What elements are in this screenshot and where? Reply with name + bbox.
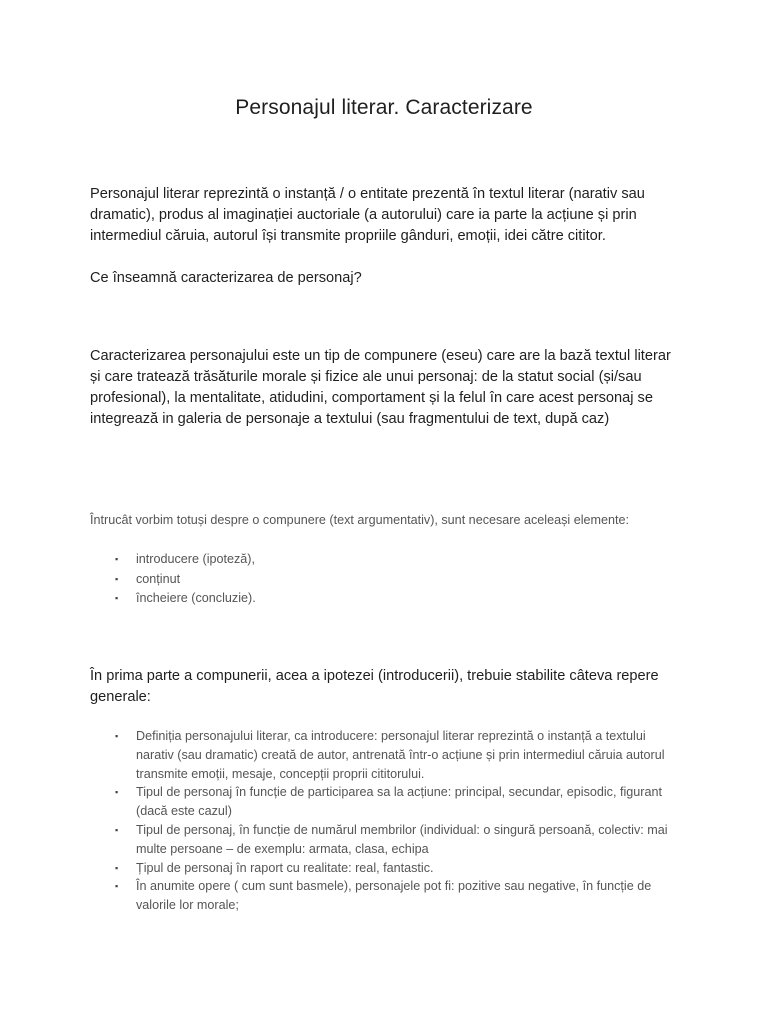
list-item-text: Țipul de personaj în raport cu realitate: real, fantastic. (136, 860, 434, 875)
list-item-text: încheiere (concluzie). (136, 591, 256, 605)
list-item-text: Definiția personajului literar, ca introducere: personajul literar reprezintă o instanță a textului narativ (sau dramatic) creată de autor, antrenată într-o acțiune și prin intermediul căruia autorul transmite emoții, mesaje, concepții proprii cititorului. (136, 729, 665, 781)
list-item-text: În anumite opere ( cum sunt basmele), personajele pot fi: pozitive sau negative, în funcție de valorile lor morale; (136, 879, 652, 913)
page-title: Personajul literar. Caracterizare (235, 96, 533, 119)
bullet-icon: ▪ (115, 573, 119, 584)
list-item-text: introducere (ipoteză), (136, 552, 256, 566)
list-item-text: Tipul de personaj, în funcție de numărul membrilor (individual: o singură persoană, colectiv: mai multe persoane – de exemplu: armata, clasa, echipa (136, 822, 668, 856)
definition-paragraph: Personajul literar reprezintă o instanță / o entitate prezentă în textul literar (narativ sau dramatic), produs al imaginației auctoriale (a autorului) care ia parte la acțiune și prin intermediul căruia, autorul își transmite propriile gânduri, emoții, idei către cititor. (90, 186, 645, 244)
question-paragraph: Ce înseamnă caracterizarea de personaj? (90, 270, 362, 286)
reference-list (115, 727, 681, 915)
elements-intro-paragraph: Întrucât vorbim totuși despre o compunere (text argumentativ), sunt necesare aceleași elemente: (90, 513, 630, 527)
bullet-icon: ▪ (115, 593, 119, 603)
list-item (115, 821, 681, 859)
list-item (115, 727, 681, 783)
introduction-paragraph: În prima parte a compunerii, acea a ipotezei (introducerii), trebuie stabilite câteva repere generale: (90, 668, 659, 705)
list-item-text: conținut (136, 571, 181, 586)
elements-list (115, 550, 675, 609)
list-item (115, 877, 681, 915)
bullet-icon: ▪ (115, 881, 119, 892)
list-item (115, 550, 675, 570)
list-item (115, 859, 681, 878)
bullet-icon: ▪ (115, 862, 119, 873)
bullet-icon: ▪ (115, 731, 119, 741)
list-item (115, 783, 681, 821)
list-item-text: Tipul de personaj în funcție de participarea sa la acțiune: principal, secundar, episodic, figurant (dacă este cazul) (136, 785, 662, 819)
list-item (115, 570, 675, 590)
list-item (115, 589, 675, 609)
bullet-icon: ▪ (115, 824, 119, 835)
bullet-icon: ▪ (115, 554, 119, 564)
bullet-icon: ▪ (115, 787, 119, 798)
characterization-paragraph: Caracterizarea personajului este un tip de compunere (eseu) care are la bază textul literar și care tratează trăsăturile morale și fizice ale unui personaj: de la statut social (și/sau profesional), la mentalitate, atidudini, comportament și la felul în care acest personaj se integrează in galeria de personaje a textului (sau fragmentului de text, după caz) (90, 348, 671, 427)
